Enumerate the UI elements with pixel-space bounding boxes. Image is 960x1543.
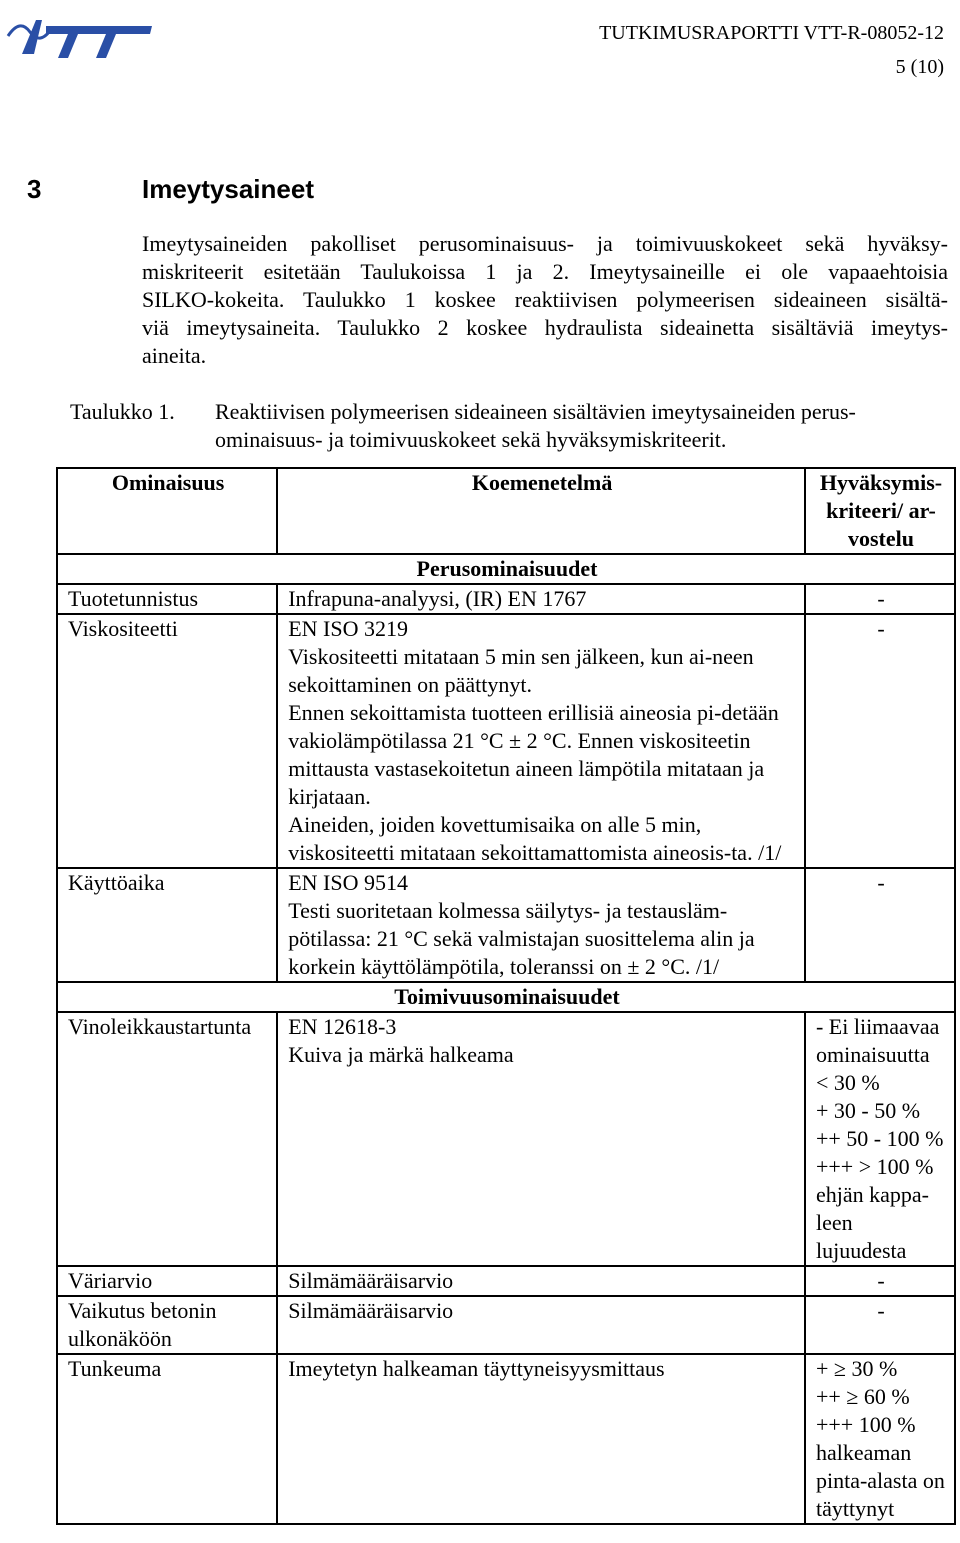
cell-criteria: - [805,614,955,868]
intro-paragraph [142,230,948,370]
table-header-row [57,468,955,554]
table-row [57,1012,955,1266]
cell-property: Vaikutus betonin ulkonäköön [57,1296,277,1354]
header-criteria: Hyväksymis-kriteeri/ ar-vostelu [805,468,955,554]
cell-property: Tunkeuma [57,1354,277,1524]
table-row [57,614,955,868]
intro-line: Imeytysaineiden pakolliset perusominaisuus- ja toimivuuskokeet sekä hyväksy- [142,231,948,256]
cell-criteria: - [805,1296,955,1354]
section-number: 3 [27,174,42,204]
table-row [57,1296,955,1354]
section-title: Imeytysaineet [142,174,314,204]
table-row [57,1354,955,1524]
cell-criteria: - [805,584,955,614]
intro-line: miskriteerit esitetään Taulukoissa 1 ja 2. Imeytysaineille ei ole vapaaehtoisia [142,259,948,284]
cell-method: Silmämääräisarvio [277,1266,805,1296]
cell-criteria: - [805,1266,955,1296]
cell-property: Vinoleikkaustartunta [57,1012,277,1266]
intro-line: viä imeytysaineita. Taulukko 2 koskee hydraulista sideainetta sisältäviä imeytys- [142,315,948,340]
cell-method: EN ISO 3219 Viskositeetti mitataan 5 min sen jälkeen, kun ai-neen sekoittaminen on päättynyt. Ennen sekoittamista tuotteen erillisiä aineosia pi-detään vakiolämpötilassa 21 °C ± 2 °C. Ennen viskositeetin mittausta vastasekoitetun aineen lämpötila mitataan ja kirjataan. Aineiden, joiden kovettumisaika on alle 5 min, viskositeetti mitataan sekoittamattomista aineosis-ta. /1/ [277,614,805,868]
table-caption-label: Taulukko 1. [70,399,175,424]
section-heading [27,174,314,205]
cell-criteria: - [805,868,955,982]
section-row-basic [57,554,955,584]
table-row [57,1266,955,1296]
cell-property: Väriarvio [57,1266,277,1296]
cell-criteria: - Ei liimaavaa ominaisuutta < 30 % + 30 - 50 % ++ 50 - 100 % +++ > 100 % ehjän kappa-leen lujuudesta [805,1012,955,1266]
cell-property: Viskositeetti [57,614,277,868]
vtt-logo-icon [6,6,156,64]
intro-line: aineita. [142,343,207,368]
report-id: TUTKIMUSRAPORTTI VTT-R-08052-12 [599,22,944,44]
header-property: Ominaisuus [57,468,277,554]
cell-method: Infrapuna-analyysi, (IR) EN 1767 [277,584,805,614]
cell-method: Imeytetyn halkeaman täyttyneisyysmittaus [277,1354,805,1524]
section-row-performance [57,982,955,1012]
section-basic-label: Perusominaisuudet [57,554,955,584]
intro-line: SILKO-kokeita. Taulukko 1 koskee reaktiivisen polymeerisen sideaineen sisältä- [142,287,948,312]
requirements-table [56,467,956,1525]
table-row [57,584,955,614]
table-row [57,868,955,982]
cell-method: Silmämääräisarvio [277,1296,805,1354]
cell-criteria: + ≥ 30 % ++ ≥ 60 % +++ 100 % halkeaman pinta-alasta on täyttynyt [805,1354,955,1524]
page-header [599,16,944,84]
cell-property: Tuotetunnistus [57,584,277,614]
table-caption-text: Reaktiivisen polymeerisen sideaineen sisältävien imeytysaineiden perus-ominaisuus- ja toimivuuskokeet sekä hyväksymiskriteerit. [215,399,856,452]
page-number: 5 (10) [895,56,944,78]
cell-method: EN ISO 9514 Testi suoritetaan kolmessa säilytys- ja testausläm-pötilassa: 21 °C sekä valmistajan suosittelema alin ja korkein käyttölämpötila, toleranssi on ± 2 °C. /1/ [277,868,805,982]
vtt-logo [6,6,156,64]
section-performance-label: Toimivuusominaisuudet [57,982,955,1012]
header-method: Koemenetelmä [277,468,805,554]
cell-method: EN 12618-3 Kuiva ja märkä halkeama [277,1012,805,1266]
cell-property: Käyttöaika [57,868,277,982]
